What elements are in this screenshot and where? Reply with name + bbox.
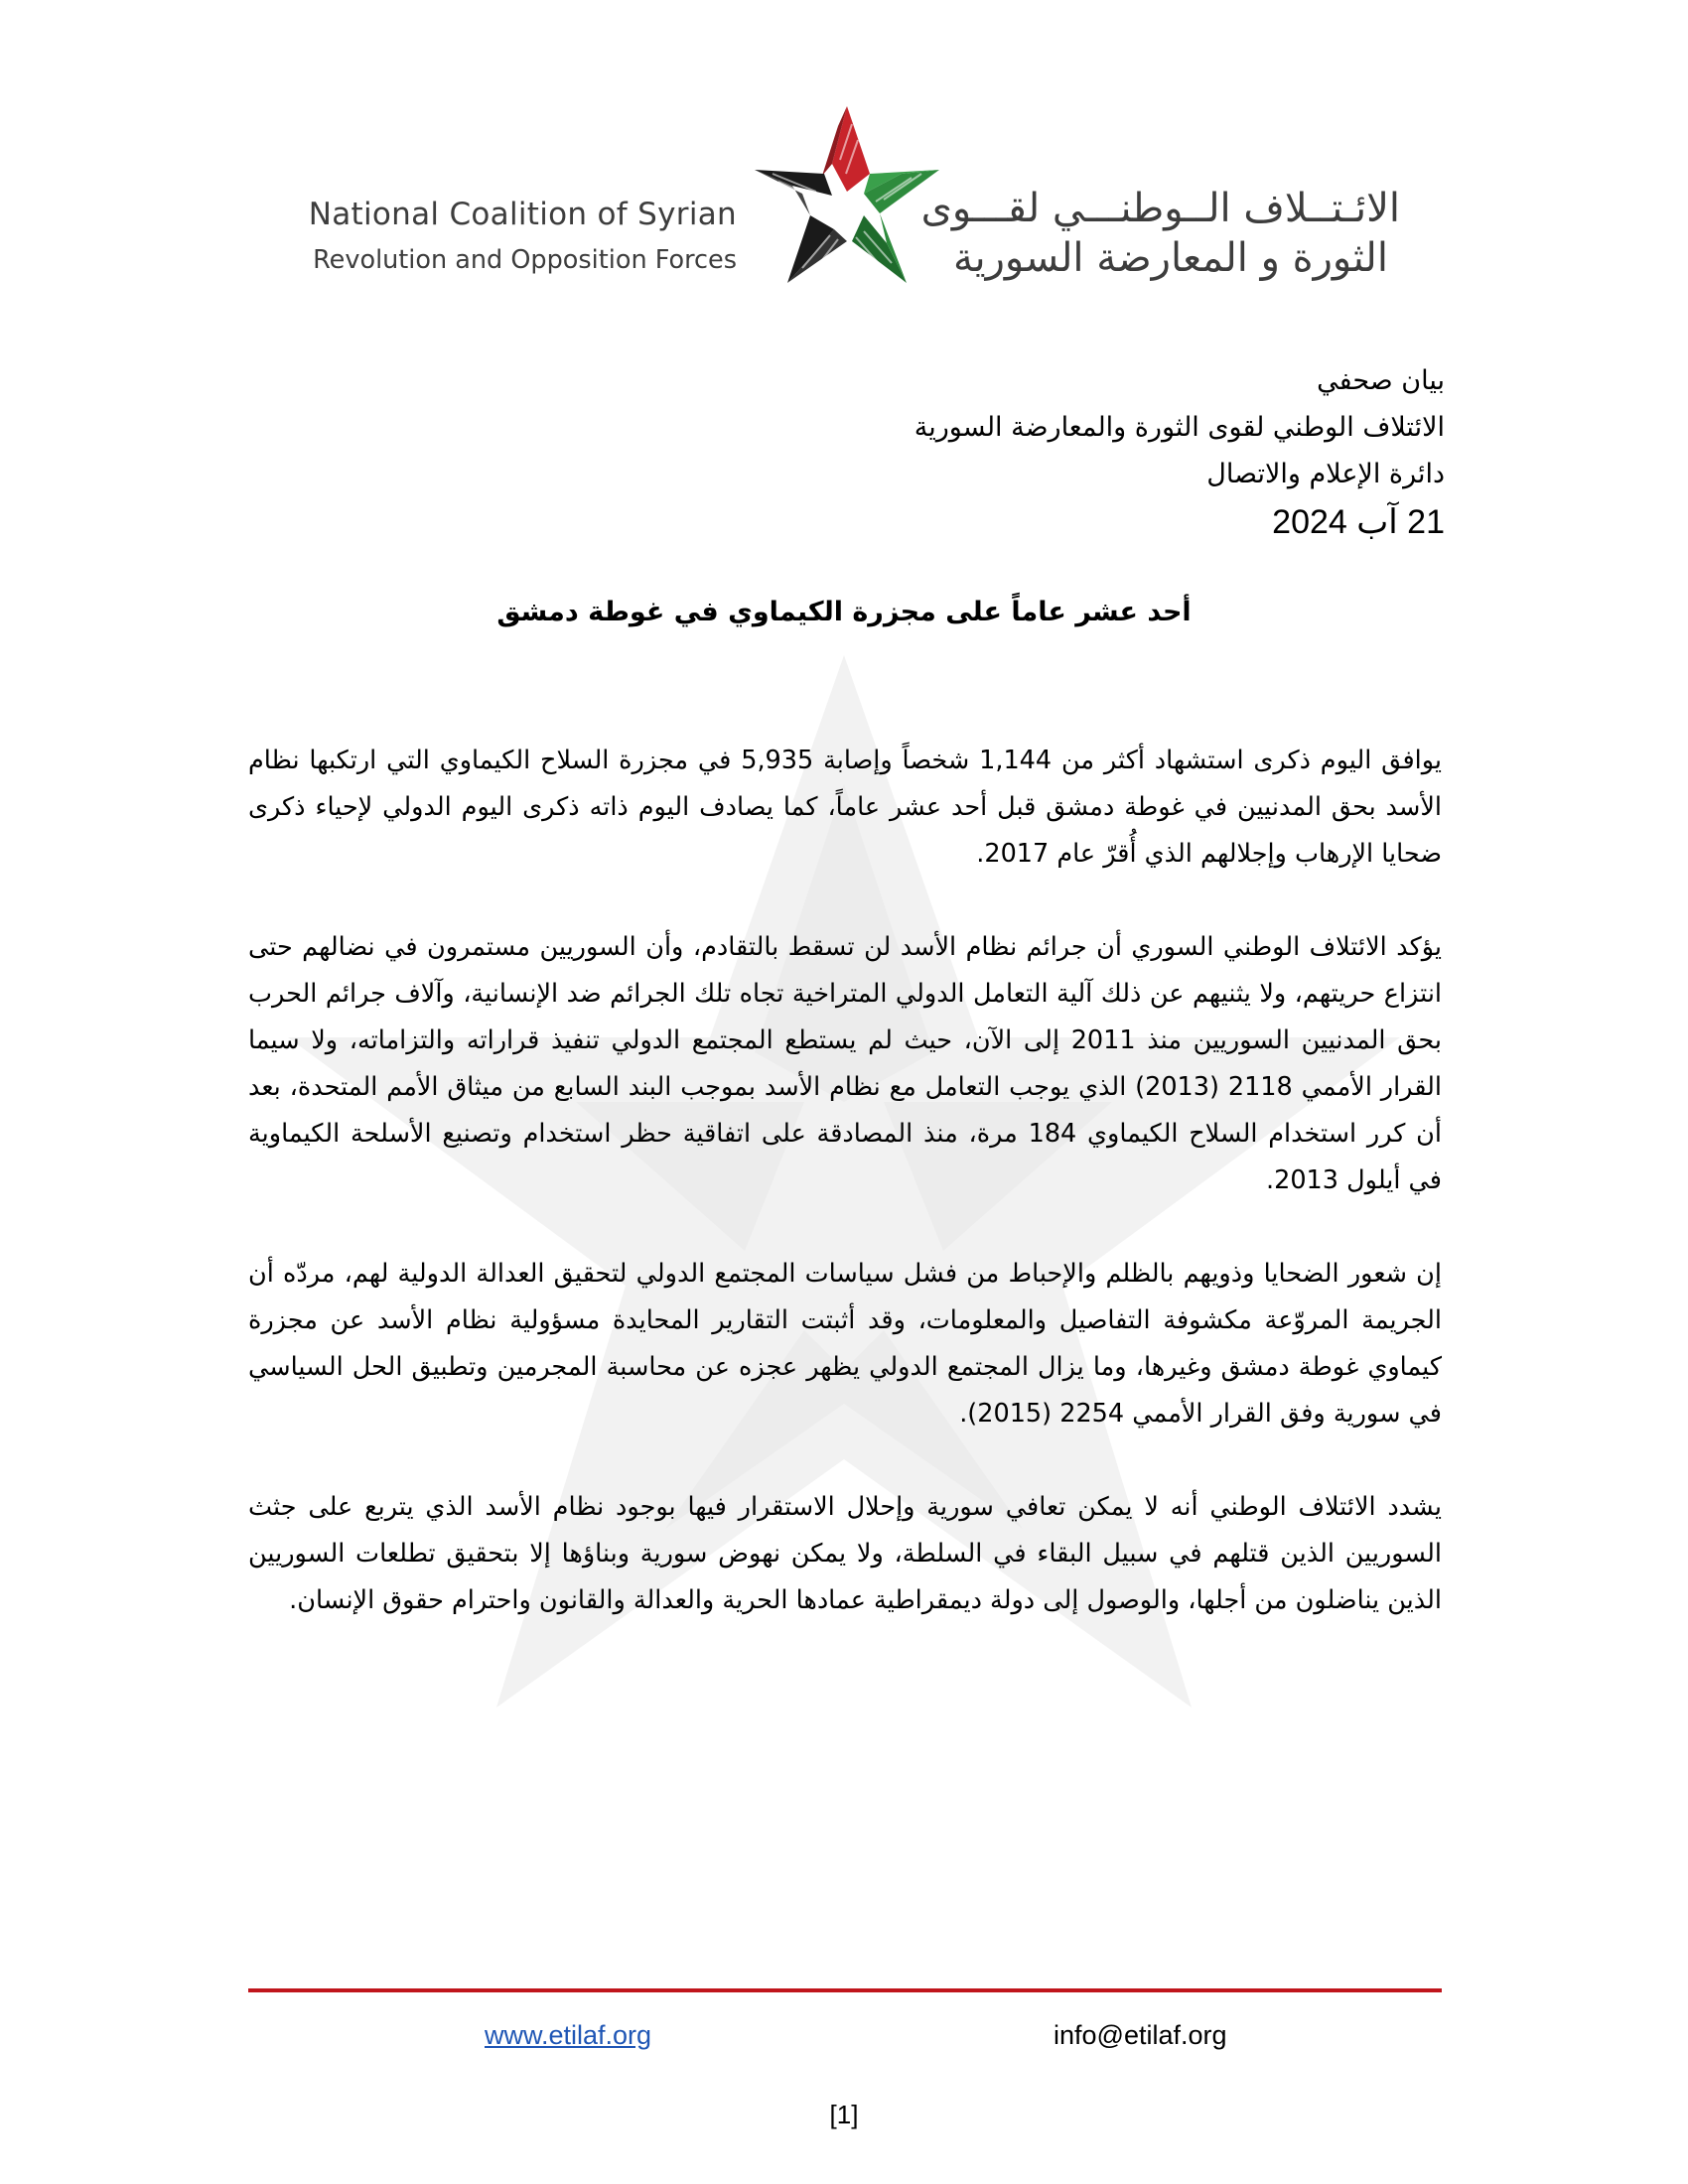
footer-divider bbox=[248, 1988, 1442, 1992]
website-link[interactable]: www.etilaf.org bbox=[485, 2020, 652, 2050]
page-number: [1] bbox=[829, 2100, 859, 2129]
paragraph: يشدد الائتلاف الوطني أنه لا يمكن تعافي سورية وإحلال الاستقرار فيها بوجود نظام الأسد الذي يتربع على جثث السوريين الذين قتلهم في سبيل البقاء في السلطة، ولا يمكن نهوض سورية وبناؤها إلا بتحقيق تطلعات السوريين الذين يناضلون من أجلها، والوصول إلى دولة ديمقراطية عمادها الحرية والعدالة والقانون واحترام حقوق الإنسان. bbox=[248, 1492, 1442, 1615]
paragraph: يؤكد الائتلاف الوطني السوري أن جرائم نظام الأسد لن تسقط بالتقادم، وأن السوريين مستمرون في نضالهم حتى انتزاع حريتهم، ولا يثنيهم عن ذلك آلية التعامل الدولي المتراخية تجاه تلك الجرائم ضد الإنسانية، وآلاف جرائم الحرب بحق المدنيين السوريين منذ 2011 إلى الآن، حيث لم يستطع المجتمع الدولي تنفيذ قراراته والتزاماته، ولا سيما القرار الأممي 2118 (2013) الذي يوجب التعامل مع نظام الأسد بموجب البند السابع من ميثاق الأمم المتحدة، بعد أن كرر استخدام السلاح الكيماوي 184 مرة، منذ المصادقة على اتفاقية حظر استخدام وتصنيع الأسلحة الكيماوية في أيلول 2013. bbox=[248, 932, 1442, 1195]
contact-email: info@etilaf.org bbox=[1054, 2020, 1227, 2050]
page-title: أحد عشر عاماً على مجزرة الكيماوي في غوطة دمشق bbox=[496, 597, 1192, 627]
statement-body bbox=[248, 738, 1442, 1671]
issuer: الائتلاف الوطني لقوى الثورة والمعارضة السورية bbox=[914, 412, 1445, 443]
org-name-en-line1: National Coalition of Syrian bbox=[308, 197, 737, 232]
paragraph: إن شعور الضحايا وذويهم بالظلم والإحباط من فشل سياسات المجتمع الدولي لتحقيق العدالة الدولية لهم، مردّه أن الجريمة المروّعة مكشوفة التفاصيل والمعلومات، وقد أثبتت التقارير المحايدة مسؤولية نظام الأسد عن مجزرة كيماوي غوطة دمشق وغيرها، وما يزال المجتمع الدولي يظهر عجزه عن محاسبة المجرمين وتطبيق الحل السياسي في سورية وفق القرار الأممي 2254 (2015). bbox=[248, 1259, 1442, 1429]
org-name-ar-line2: الثورة و المعارضة السورية bbox=[953, 235, 1388, 281]
department: دائرة الإعلام والاتصال bbox=[1206, 459, 1445, 489]
letterhead bbox=[268, 104, 1420, 288]
doc-type: بيان صحفي bbox=[1317, 365, 1445, 396]
press-release-meta bbox=[551, 357, 1445, 547]
org-name-en-line2: Revolution and Opposition Forces bbox=[313, 245, 737, 275]
coalition-star-logo-icon bbox=[753, 104, 941, 288]
paragraph: يوافق اليوم ذكرى استشهاد أكثر من 1,144 شخصاً وإصابة 5,935 في مجزرة السلاح الكيماوي التي ارتكبها نظام الأسد بحق المدنيين في غوطة دمشق قبل أحد عشر عاماً، كما يصادف اليوم ذاته ذكرى اليوم الدولي لإحياء ذكرى ضحايا الإرهاب وإجلالهم الذي أُقرّ عام 2017. bbox=[248, 746, 1442, 869]
release-date: 21 آب 2024 bbox=[1272, 503, 1445, 541]
org-name-arabic bbox=[920, 184, 1400, 283]
org-name-ar-line1: الائـتــلاف الــوطنـــي لقـــوى bbox=[920, 186, 1400, 231]
org-name-english bbox=[280, 192, 737, 283]
